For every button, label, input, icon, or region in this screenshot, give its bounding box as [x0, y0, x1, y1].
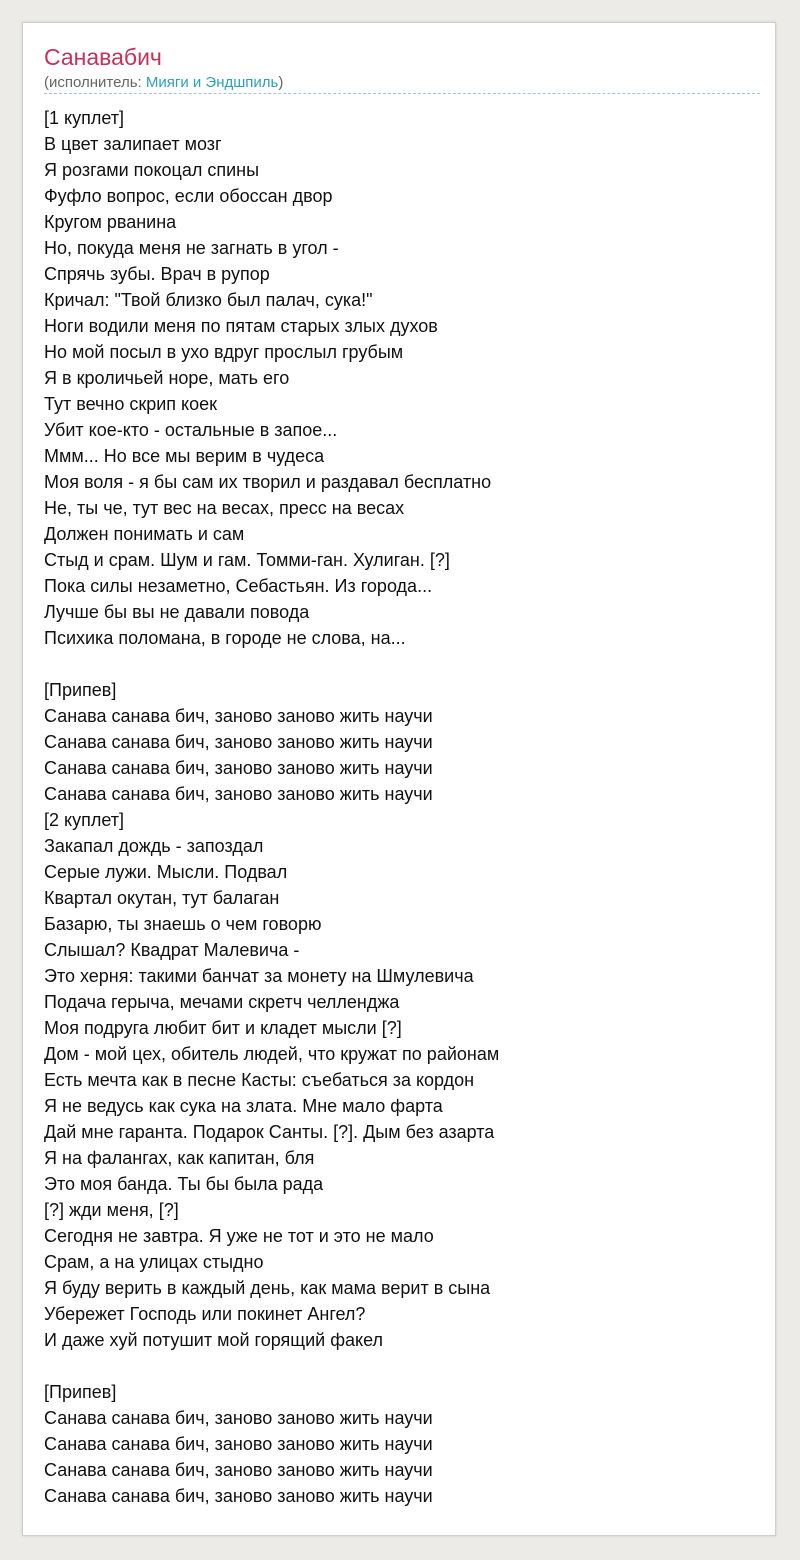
lyric-line: [Припев]	[44, 1382, 117, 1402]
lyric-line: Базарю, ты знаешь о чем говорю	[44, 914, 322, 934]
artist-prefix: (исполнитель:	[44, 74, 146, 91]
lyric-line: [1 куплет]	[44, 108, 124, 128]
lyric-line: Санава санава бич, заново заново жить научи	[44, 1460, 433, 1480]
lyric-line: Но мой посыл в ухо вдруг прослыл грубым	[44, 342, 404, 362]
lyric-line: Тут вечно скрип коек	[44, 394, 217, 414]
lyric-line: Дом - мой цех, обитель людей, что кружат по районам	[44, 1044, 500, 1064]
lyric-line: Я не ведусь как сука на злата. Мне мало фарта	[44, 1096, 443, 1116]
lyric-line: Дай мне гаранта. Подарок Санты. [?]. Дым без азарта	[44, 1122, 495, 1142]
lyric-line: Санава санава бич, заново заново жить научи	[44, 706, 433, 726]
lyric-line: Моя воля - я бы сам их творил и раздавал бесплатно	[44, 472, 492, 492]
lyric-line: Не, ты че, тут вес на весах, пресс на весах	[44, 498, 405, 518]
lyric-line: Я в кроличьей норе, мать его	[44, 368, 290, 388]
lyric-line: Сегодня не завтра. Я уже не тот и это не мало	[44, 1226, 434, 1246]
lyric-line: Фуфло вопрос, если обоссан двор	[44, 186, 333, 206]
lyric-line: Закапал дождь - запоздал	[44, 836, 264, 856]
lyric-line: Санава санава бич, заново заново жить научи	[44, 732, 433, 752]
lyric-line: Есть мечта как в песне Касты: съебаться за кордон	[44, 1070, 475, 1090]
song-title: Санавабич	[44, 44, 162, 70]
lyric-line: И даже хуй потушит мой горящий факел	[44, 1330, 384, 1350]
lyric-line: Кричал: "Твой близко был палач, сука!"	[44, 290, 373, 310]
lyric-line: Это херня: такими банчат за монету на Шмулевича	[44, 966, 474, 986]
lyric-line: Я буду верить в каждый день, как мама верит в сына	[44, 1278, 491, 1298]
lyric-line: Это моя банда. Ты бы была рада	[44, 1174, 324, 1194]
artist-line	[44, 73, 283, 93]
lyric-line: Я на фалангах, как капитан, бля	[44, 1148, 315, 1168]
lyric-line: Санава санава бич, заново заново жить научи	[44, 1434, 433, 1454]
lyric-line: Слышал? Квадрат Малевича -	[44, 940, 300, 960]
blank-line	[44, 1353, 499, 1379]
lyric-line: Подача герыча, мечами скретч челленджа	[44, 992, 400, 1012]
lyric-line: Кругом рванина	[44, 212, 177, 232]
lyric-line: Но, покуда меня не загнать в угол -	[44, 238, 339, 258]
blank-line	[44, 651, 499, 677]
lyric-line: Убит кое-кто - остальные в запое...	[44, 420, 338, 440]
lyric-line: Санава санава бич, заново заново жить научи	[44, 784, 433, 804]
lyric-line: Психика поломана, в городе не слова, на...	[44, 628, 406, 648]
lyric-line: Квартал окутан, тут балаган	[44, 888, 280, 908]
lyric-line: [2 куплет]	[44, 810, 124, 830]
lyric-line: Пока силы незаметно, Себастьян. Из города...	[44, 576, 433, 596]
lyric-line: Я розгами покоцал спины	[44, 160, 260, 180]
lyric-line: Санава санава бич, заново заново жить научи	[44, 758, 433, 778]
lyric-line: Убережет Господь или покинет Ангел?	[44, 1304, 366, 1324]
artist-suffix: )	[278, 74, 284, 91]
lyric-line: Стыд и срам. Шум и гам. Томми-ган. Хулиган. [?]	[44, 550, 450, 570]
lyric-line: Лучше бы вы не давали повода	[44, 602, 310, 622]
lyric-line: Срам, а на улицах стыдно	[44, 1252, 264, 1272]
lyric-line: Ммм... Но все мы верим в чудеса	[44, 446, 325, 466]
lyric-line: Должен понимать и сам	[44, 524, 245, 544]
lyrics-text	[44, 105, 499, 1509]
lyric-line: [Припев]	[44, 680, 117, 700]
artist-link[interactable]: Мияги и Эндшпиль	[145, 74, 279, 91]
lyric-line: В цвет залипает мозг	[44, 134, 222, 154]
lyric-line: Спрячь зубы. Врач в рупор	[44, 264, 270, 284]
lyric-line: Ноги водили меня по пятам старых злых духов	[44, 316, 438, 336]
lyric-line: [?] жди меня, [?]	[44, 1200, 179, 1220]
header-divider	[44, 93, 760, 94]
lyric-line: Санава санава бич, заново заново жить научи	[44, 1486, 433, 1506]
lyric-line: Санава санава бич, заново заново жить научи	[44, 1408, 433, 1428]
lyric-line: Моя подруга любит бит и кладет мысли [?]	[44, 1018, 402, 1038]
lyrics-card	[22, 22, 776, 1536]
lyric-line: Серые лужи. Мысли. Подвал	[44, 862, 288, 882]
